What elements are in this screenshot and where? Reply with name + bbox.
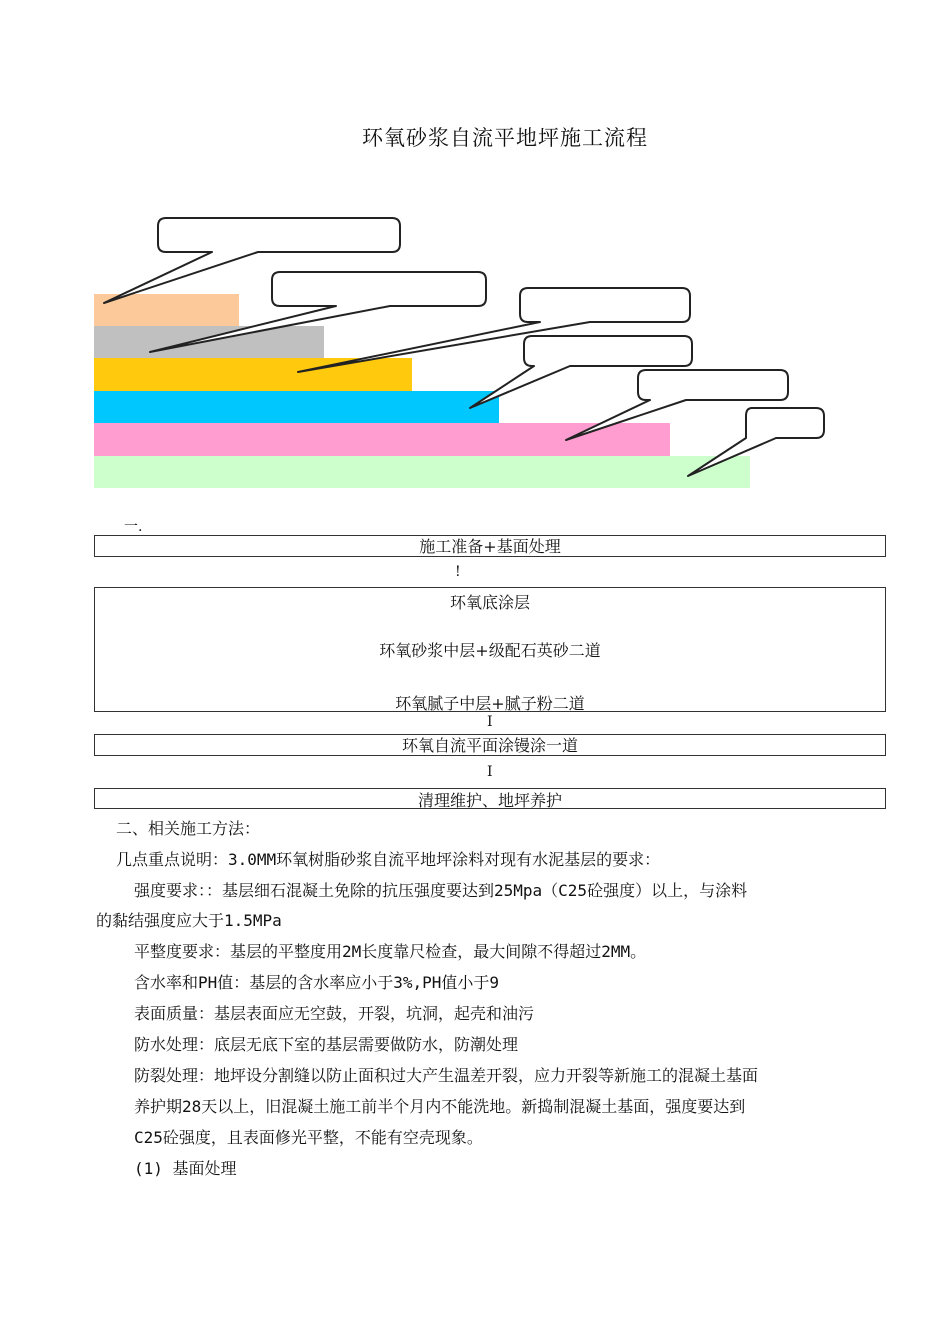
callout-bubbles	[0, 0, 950, 500]
crack-line-2: 养护期28天以上，旧混凝土施工前半个月内不能洗地。新捣制混凝土基面，强度要达到	[134, 1097, 746, 1116]
flatness-paragraph: 平整度要求：基层的平整度用2M长度靠尺检查，最大间隙不得超过2MM。	[134, 942, 647, 961]
flow-step-3-text: 环氧自流平面涂镘涂一道	[401, 736, 578, 755]
flow-step-2-line-2: 环氧砂浆中层+级配石英砂二道	[379, 641, 601, 660]
intro-paragraph: 几点重点说明：3.0MM环氧树脂砂浆自流平地坪涂料对现有水泥基层的要求：	[116, 850, 661, 869]
flow-step-3	[94, 734, 886, 756]
flow-step-4	[94, 788, 886, 809]
strength-line-1: 强度要求：：基层细石混凝土免除的抗压强度要达到25Mpa（C25砼强度）以上，与涂料	[134, 881, 748, 900]
flow-arrow-2: I	[487, 714, 493, 730]
flow-arrow-3: I	[487, 764, 493, 780]
flow-step-1-text: 施工准备+基面处理	[419, 537, 561, 556]
flow-step-2-line-1: 环氧底涂层	[449, 593, 530, 612]
flow-step-2	[94, 587, 886, 712]
crack-line-3: C25砼强度，且表面修光平整，不能有空壳现象。	[134, 1128, 483, 1147]
section2-heading: 二、相关施工方法：	[116, 819, 261, 838]
section1-label: 一.	[124, 519, 143, 535]
flow-arrow-1: !	[455, 564, 461, 580]
page-title: 环氧砂浆自流平地坪施工流程	[362, 126, 648, 150]
flow-step-4-text: 清理维护、地坪养护	[417, 791, 562, 809]
crack-line-1: 防裂处理：地坪设分割缝以防止面积过大产生温差开裂，应力开裂等新施工的混凝土基面	[134, 1066, 759, 1085]
strength-line-2: 的黏结强度应大于1.5MPa	[96, 911, 282, 930]
flow-step-2-line-3: 环氧腻子中层+腻子粉二道	[395, 694, 585, 713]
waterproof-paragraph: 防水处理：底层无底下室的基层需要做防水，防潮处理	[134, 1035, 519, 1054]
flow-step-1	[94, 535, 886, 557]
item-1-heading: (1) 基面处理	[134, 1159, 237, 1178]
callout-6	[688, 408, 824, 476]
moisture-paragraph: 含水率和PH值：基层的含水率应小于3%,PH值小于9	[134, 973, 500, 992]
callout-2	[150, 272, 486, 352]
surface-paragraph: 表面质量：基层表面应无空鼓，开裂，坑洞，起壳和油污	[134, 1004, 535, 1023]
